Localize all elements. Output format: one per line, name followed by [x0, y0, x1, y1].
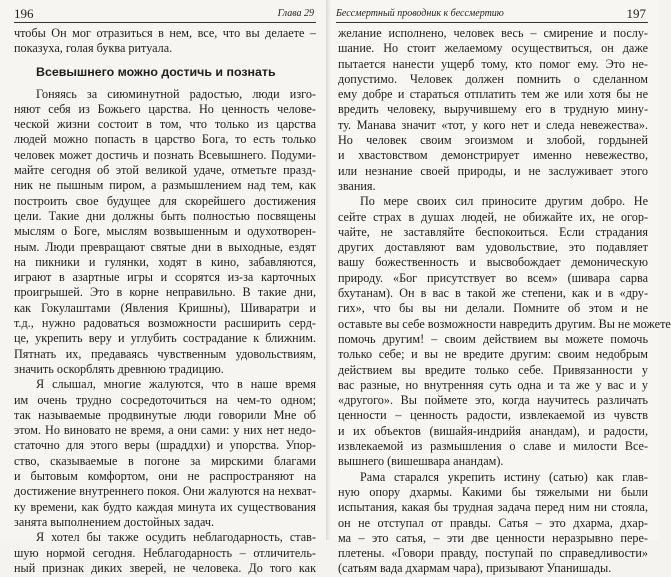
text-line: действием вы вредите только себе. Привязанности у [338, 362, 648, 377]
text-line: няют себя из Божьего царства. Но ценность челове- [14, 101, 316, 116]
text-line: цели. Такие дни должны быть полностью посвящены [14, 208, 316, 223]
page-number: 197 [626, 6, 646, 21]
text-line: ценности – ценность радости, извлекаемой из чувств [338, 408, 648, 423]
text-line: майте сегодня об этой великой удаче, отметьте празд- [14, 163, 316, 178]
text-line: вас разные, но внутренняя суть одна и та же у вас и у [338, 377, 648, 392]
text-line: он не отступал от правды. Сатья – это дхарма, дхар- [338, 515, 648, 530]
text-line: пытается нанести ущерб тому, кто помог ему. Это не- [338, 56, 648, 71]
text-line: человек может достичь и познать Всевышнего. Подуми- [14, 147, 316, 162]
text-line: показуха, голая буква ритуала. [14, 41, 173, 56]
text-line: играют в азартные игры и ссорятся из-за карточных [14, 270, 316, 285]
text-line: шую нормой сегодня. Неблагодарность – отличитель- [14, 545, 316, 560]
text-line: вашу божественность и высвобождает демоническую [338, 255, 648, 270]
text-line: ческой жизни состоит в том, что только из царства [14, 117, 316, 132]
text-line: чайте, не заставляйте беспокоиться. Если страдания [338, 224, 648, 239]
text-line: желание исполнено, человек весь – смирение и послу- [338, 26, 648, 40]
text-line: Я слышал, многие жалуются, что в наше время [36, 377, 316, 392]
text-line: помочь другим! – своим действием вы можете помочь [338, 331, 648, 346]
text-line: ство, сказываемые в погоне за мирскими благами [14, 453, 316, 468]
text-line: статочно для этого веры (шраддхи) и упорства. Упор- [14, 438, 316, 453]
text-line: извлекаемой из размышления о славе и милости Все- [338, 439, 648, 454]
text-line: природу. «Бог присутствует во всем» (шивара сарва [338, 270, 648, 285]
text-line: т.д., нужно радоваться возможности расширить серд- [14, 316, 316, 331]
text-line: на пикники и гулянки, ходят в кино, забавляются, [14, 254, 316, 269]
header-rule [14, 22, 316, 23]
text-line: этом. Но виновато не время, а они сами: у них нет недо- [14, 423, 316, 438]
text-line: шание. Но стоит желаемому осуществиться, он даже [338, 41, 648, 56]
text-line: ма – это сатья, – эти две ценности неразрывно пере- [338, 530, 648, 545]
text-line: По мере своих сил приносите другим добро. Не [360, 194, 648, 209]
text-line: оставьте вы себе возможности навредить другим. Вы не можете [338, 316, 671, 331]
text-line: гих», что бы вы ни делали. Помните об этом и не [338, 301, 648, 316]
text-line: допустимо. Человек должен помнить о сделанном [338, 71, 648, 86]
running-head: Глава 29 [277, 8, 314, 19]
text-line: це, укрепить веру и углубить сострадание к ближним. [14, 331, 316, 346]
text-line: ную опору дхармы. Какими бы тяжелыми ни были [338, 484, 648, 499]
text-line: и хвастовством демонстрирует именно невежество, [338, 148, 648, 163]
text-line: так называемые продвинутые люди говорили Мне об [14, 407, 316, 422]
text-line: вышнего (вишешвара анандам). [338, 454, 504, 469]
text-line: ему добре и стараться отплатить тем же или хотя бы не [338, 87, 648, 102]
text-line: Рама старался укрепить истину (сатью) как глав- [360, 469, 648, 484]
text-line: значить оскорблять древнюю традицию. [14, 361, 224, 376]
right-page [330, 0, 671, 576]
text-line: (сатьям вада дхармам чара), призывают Упанишады. [338, 561, 612, 576]
text-line: людей можно попасть в царство Бога, то есть только [14, 132, 316, 147]
left-page-header [14, 6, 314, 22]
text-line: бхутанам). Он в вас в такой же степени, как и в «дру- [338, 286, 648, 301]
text-line: построить свое будущее для скорейшего достижения [14, 193, 316, 208]
text-line: проигрышей. Это в корне неправильно. В такие дни, [14, 285, 316, 300]
page-number: 196 [14, 6, 34, 21]
text-line: ный признак диких зверей, не человека. До того как [14, 560, 316, 575]
text-line: ник не пышным пиром, а размышлением над тем, как [14, 178, 316, 193]
section-heading: Всевышнего можно достичь и познать [36, 64, 276, 79]
text-line: или незнание своей природы, и не заслуживает этого [338, 163, 648, 178]
header-rule [336, 22, 648, 23]
left-page [0, 0, 328, 575]
left-page-text [14, 26, 316, 576]
text-line: плетены. «Говори правду, поступай по справедливости» [338, 546, 648, 561]
text-line: Я хотел бы также осудить неблагодарность, став- [36, 530, 316, 545]
text-line: мыслям о Боге, мыслям возвышенным и одухотворен- [14, 224, 316, 239]
text-line: чтобы Он мог отразиться в нем, все, что вы делаете – [14, 26, 316, 40]
text-line: Пятнать их, предаваясь чувственным удовольствиям, [14, 346, 316, 361]
text-line: и их объектов (вишайя-индрийя анандам), и радости, [338, 423, 648, 438]
text-line: и бытовым комфортом, они не распространяют на [14, 469, 316, 484]
text-line: ным. Люди превращают святые дни в выходные, ездят [14, 239, 316, 254]
text-line: им очень трудно сосредоточиться на чем-то одном; [14, 392, 316, 407]
text-line: как Гокулаштами (Явления Кришны), Шиваратри и [14, 300, 316, 315]
text-line: ту. Манава значит «тот, у кого нет и следа невежества». [338, 117, 648, 132]
text-line: только себе; и вы не вредите другим: своим недобрым [338, 347, 648, 362]
text-line: Гоняясь за сиюминутной радостью, люди изго- [36, 86, 316, 101]
text-line: занята выполнением достойных задач. [14, 514, 215, 529]
right-page-text [338, 26, 671, 577]
text-line: достижение внутреннего покоя. Они жалуются на нехват- [14, 484, 316, 499]
text-line: сейте страх в душах людей, не обижайте их, не огор- [338, 209, 648, 224]
text-line: звания. [338, 178, 376, 193]
running-head: Бессмертный проводник к бессмертию [336, 8, 504, 19]
right-page-header [336, 6, 646, 22]
text-line: других доставляют вам удовольствие, это подавляет [338, 240, 648, 255]
text-line: ку времени, как будто каждая минута их существования [14, 499, 316, 514]
text-line: «другого». Вы поймете это, когда научитесь различать [338, 393, 648, 408]
text-line: Но человек своим эгоизмом и злобой, гордыней [338, 133, 648, 148]
text-line: испытания, какая бы трудная задача перед ним ни стояла, [338, 500, 648, 515]
text-line: вредить человеку, выручившему его в трудную мину- [338, 102, 648, 117]
